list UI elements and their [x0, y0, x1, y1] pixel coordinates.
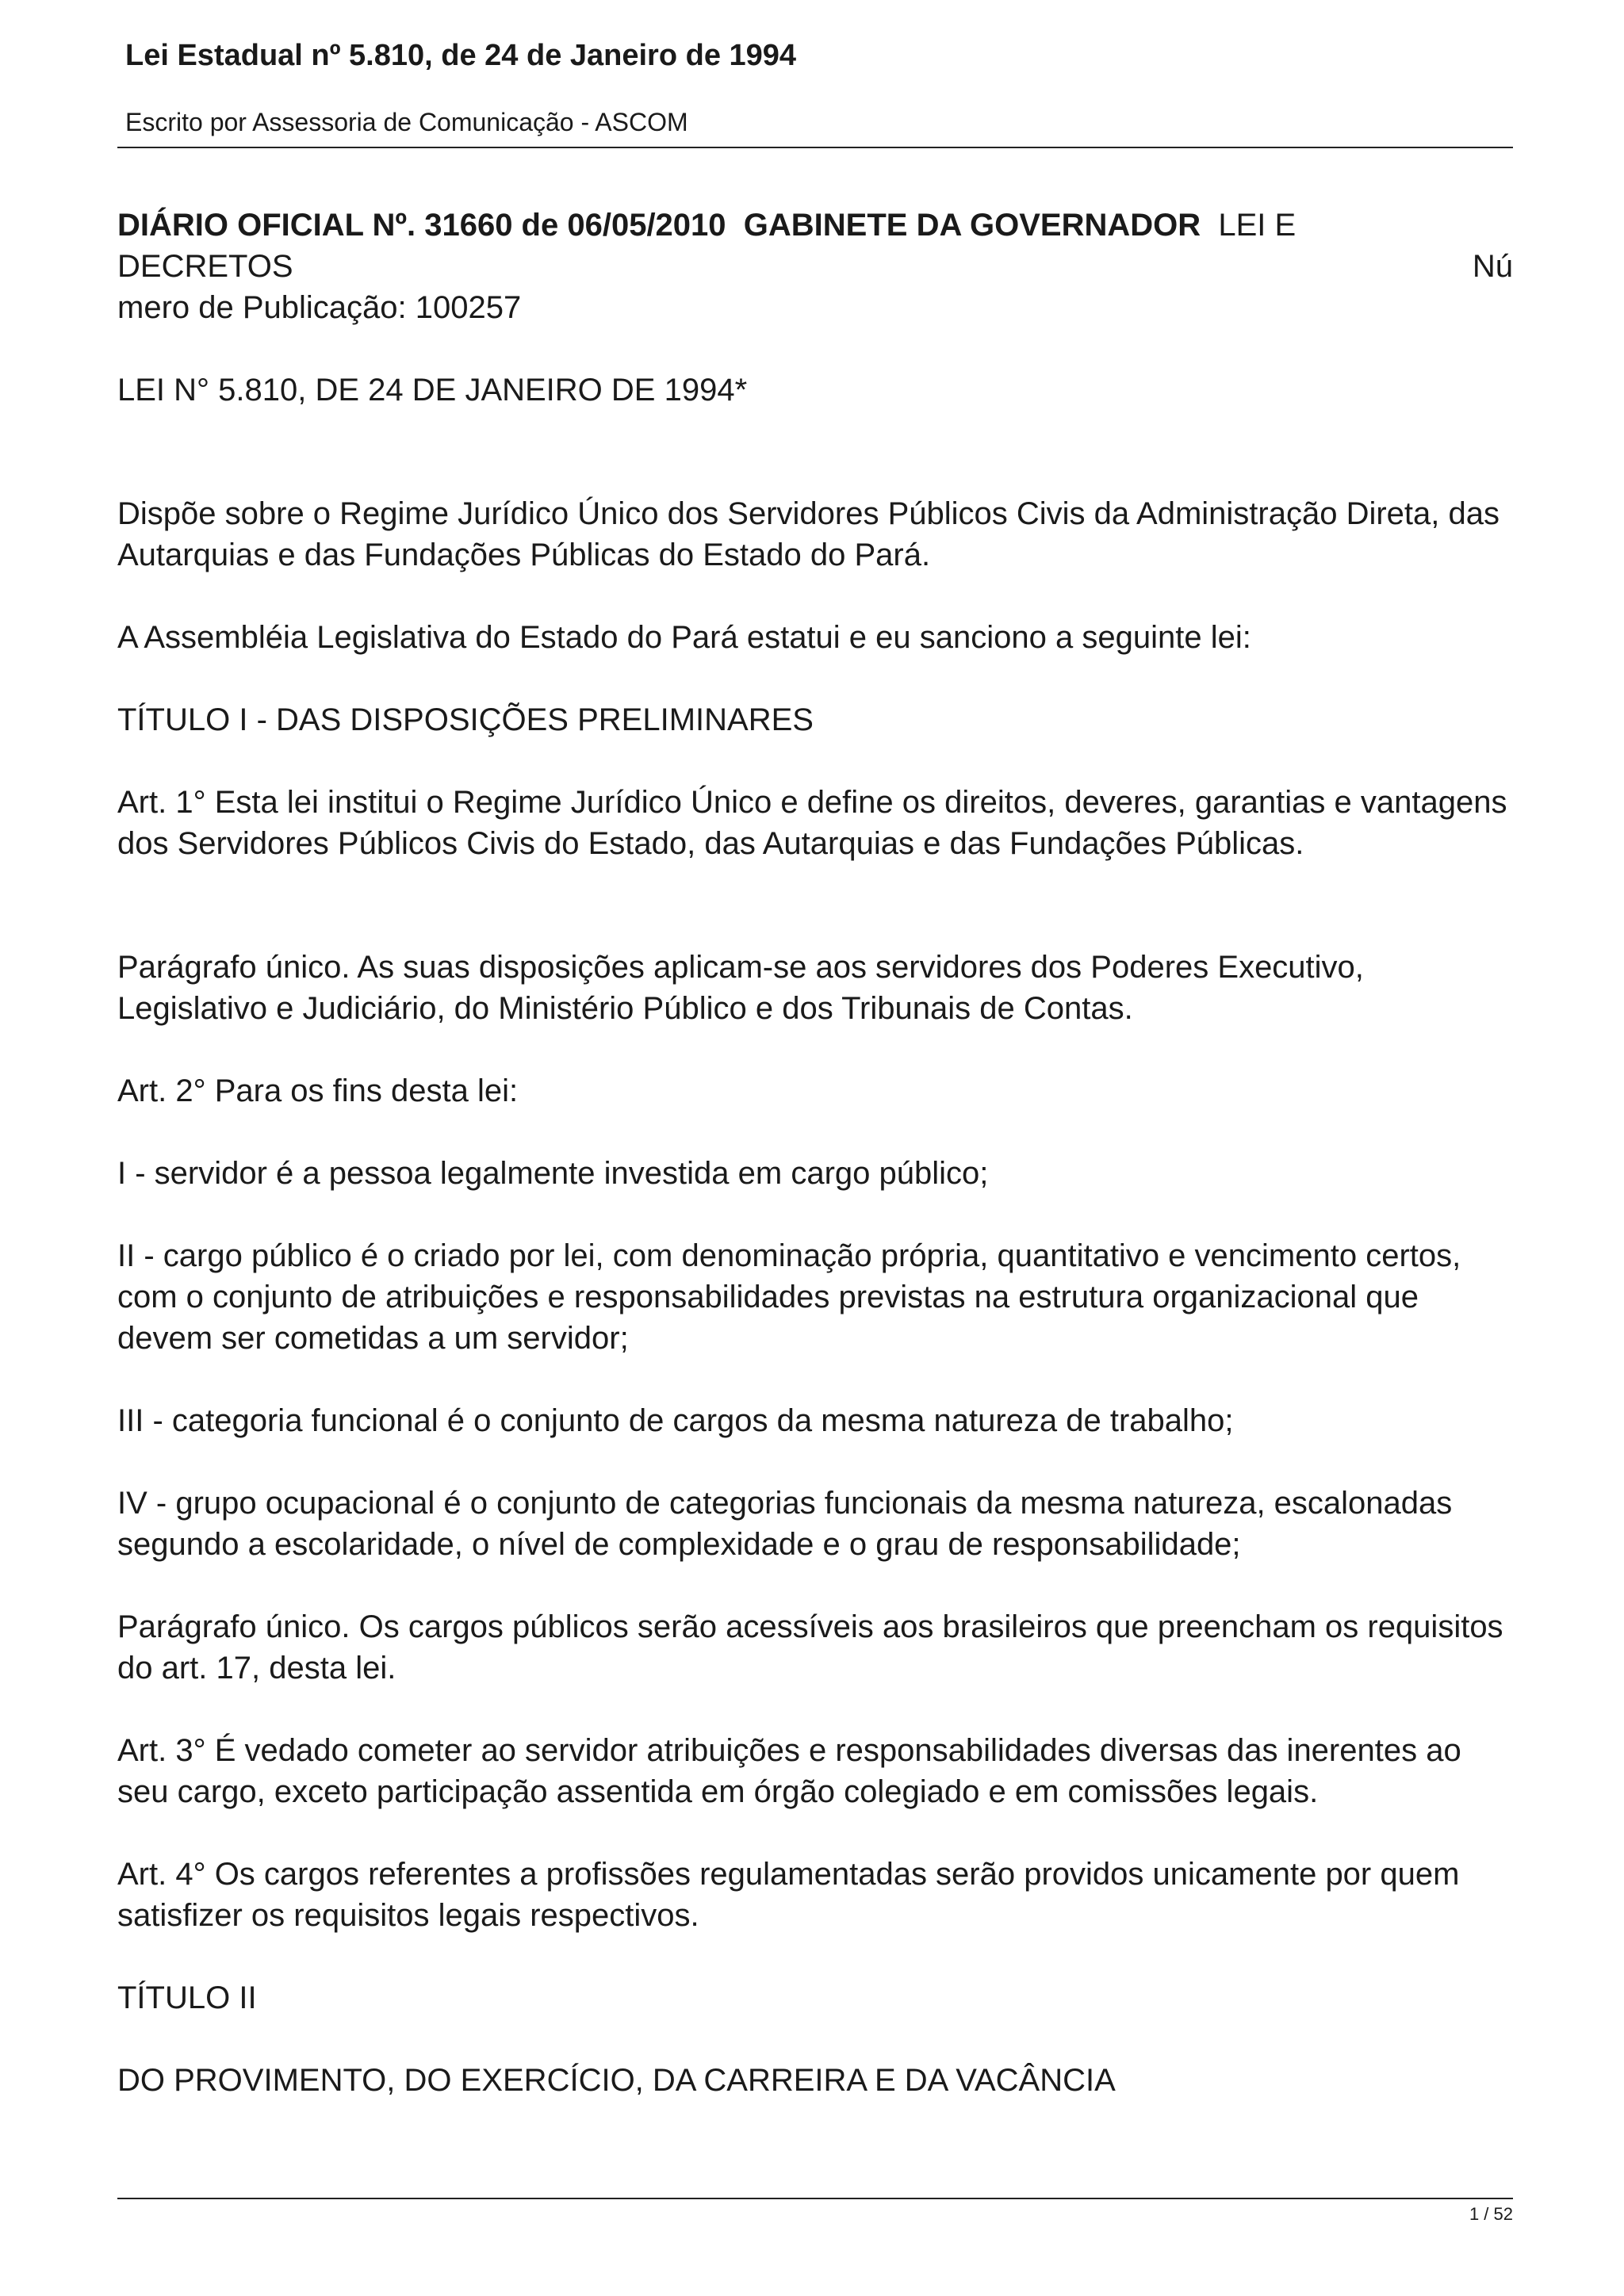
ementa: Dispõe sobre o Regime Jurídico Único dos Servidores Públicos Civis da Administração Direta, das Autarquias e das Fundações Públicas do Estado do Pará.: [117, 496, 1500, 572]
section-start: LEI E: [1218, 208, 1297, 243]
enactment-clause: A Assembléia Legislativa do Estado do Pará estatui e eu sanciono a seguinte lei:: [117, 620, 1251, 655]
article-1: Art. 1° Esta lei institui o Regime Jurídico Único e define os direitos, deveres, garantias e vantagens dos Servidores Públicos Civis do Estado, das Autarquias e das Fundações Públicas.: [117, 785, 1507, 861]
diario-oficial: DIÁRIO OFICIAL Nº. 31660 de 06/05/2010: [117, 208, 726, 243]
titulo-2-heading: TÍTULO II: [117, 1980, 257, 2015]
gabinete: GABINETE DA GOVERNADOR: [743, 208, 1201, 243]
article-4: Art. 4° Os cargos referentes a profissões regulamentadas serão providos unicamente por quem satisfizer os requisitos legais respectivos.: [117, 1857, 1460, 1933]
titulo-2-name: DO PROVIMENTO, DO EXERCÍCIO, DA CARREIRA E DA VACÂNCIA: [117, 2063, 1116, 2098]
footer-divider: [117, 2198, 1513, 2199]
section-end: DECRETOS: [117, 249, 293, 284]
page-number: 1 / 52: [1469, 2204, 1513, 2224]
article-2-item-iii: III - categoria funcional é o conjunto de cargos da mesma natureza de trabalho;: [117, 1403, 1234, 1438]
article-2-paragraph: Parágrafo único. Os cargos públicos serão acessíveis aos brasileiros que preencham os requisitos do art. 17, desta lei.: [117, 1609, 1503, 1686]
header-divider: [117, 147, 1513, 148]
article-2-item-ii: II - cargo público é o criado por lei, com denominação própria, quantitativo e vencimento certos, com o conjunto de atribuições e responsabilidades previstas na estrutura organizacional que devem ser cometidas a um servidor;: [117, 1238, 1461, 1356]
publication-line-1: [117, 205, 1513, 246]
titulo-1-heading: TÍTULO I - DAS DISPOSIÇÕES PRELIMINARES: [117, 702, 814, 737]
publication-header: [117, 205, 1513, 328]
article-2: Art. 2° Para os fins desta lei:: [117, 1073, 519, 1108]
page-header-title: Lei Estadual nº 5.810, de 24 de Janeiro de 1994: [125, 39, 797, 72]
publication-number: mero de Publicação: 100257: [117, 290, 522, 325]
page-header-author: Escrito por Assessoria de Comunicação - ASCOM: [125, 108, 688, 136]
publication-line-2: [117, 246, 1513, 287]
article-1-paragraph: Parágrafo único. As suas disposições aplicam-se aos servidores dos Poderes Executivo, Legislativo e Judiciário, do Ministério Público e dos Tribunais de Contas.: [117, 950, 1364, 1026]
law-title: LEI N° 5.810, DE 24 DE JANEIRO DE 1994*: [117, 373, 748, 408]
numero-prefix: Nú: [1472, 249, 1513, 284]
document-body: [117, 205, 1513, 2142]
article-2-item-i: I - servidor é a pessoa legalmente investida em cargo público;: [117, 1156, 989, 1191]
article-2-item-iv: IV - grupo ocupacional é o conjunto de categorias funcionais da mesma natureza, escalonadas segundo a escolaridade, o nível de complexidade e o grau de responsabilidade;: [117, 1486, 1453, 1562]
article-3: Art. 3° É vedado cometer ao servidor atribuições e responsabilidades diversas das inerentes ao seu cargo, exceto participação assentida em órgão colegiado e em comissões legais.: [117, 1733, 1461, 1809]
